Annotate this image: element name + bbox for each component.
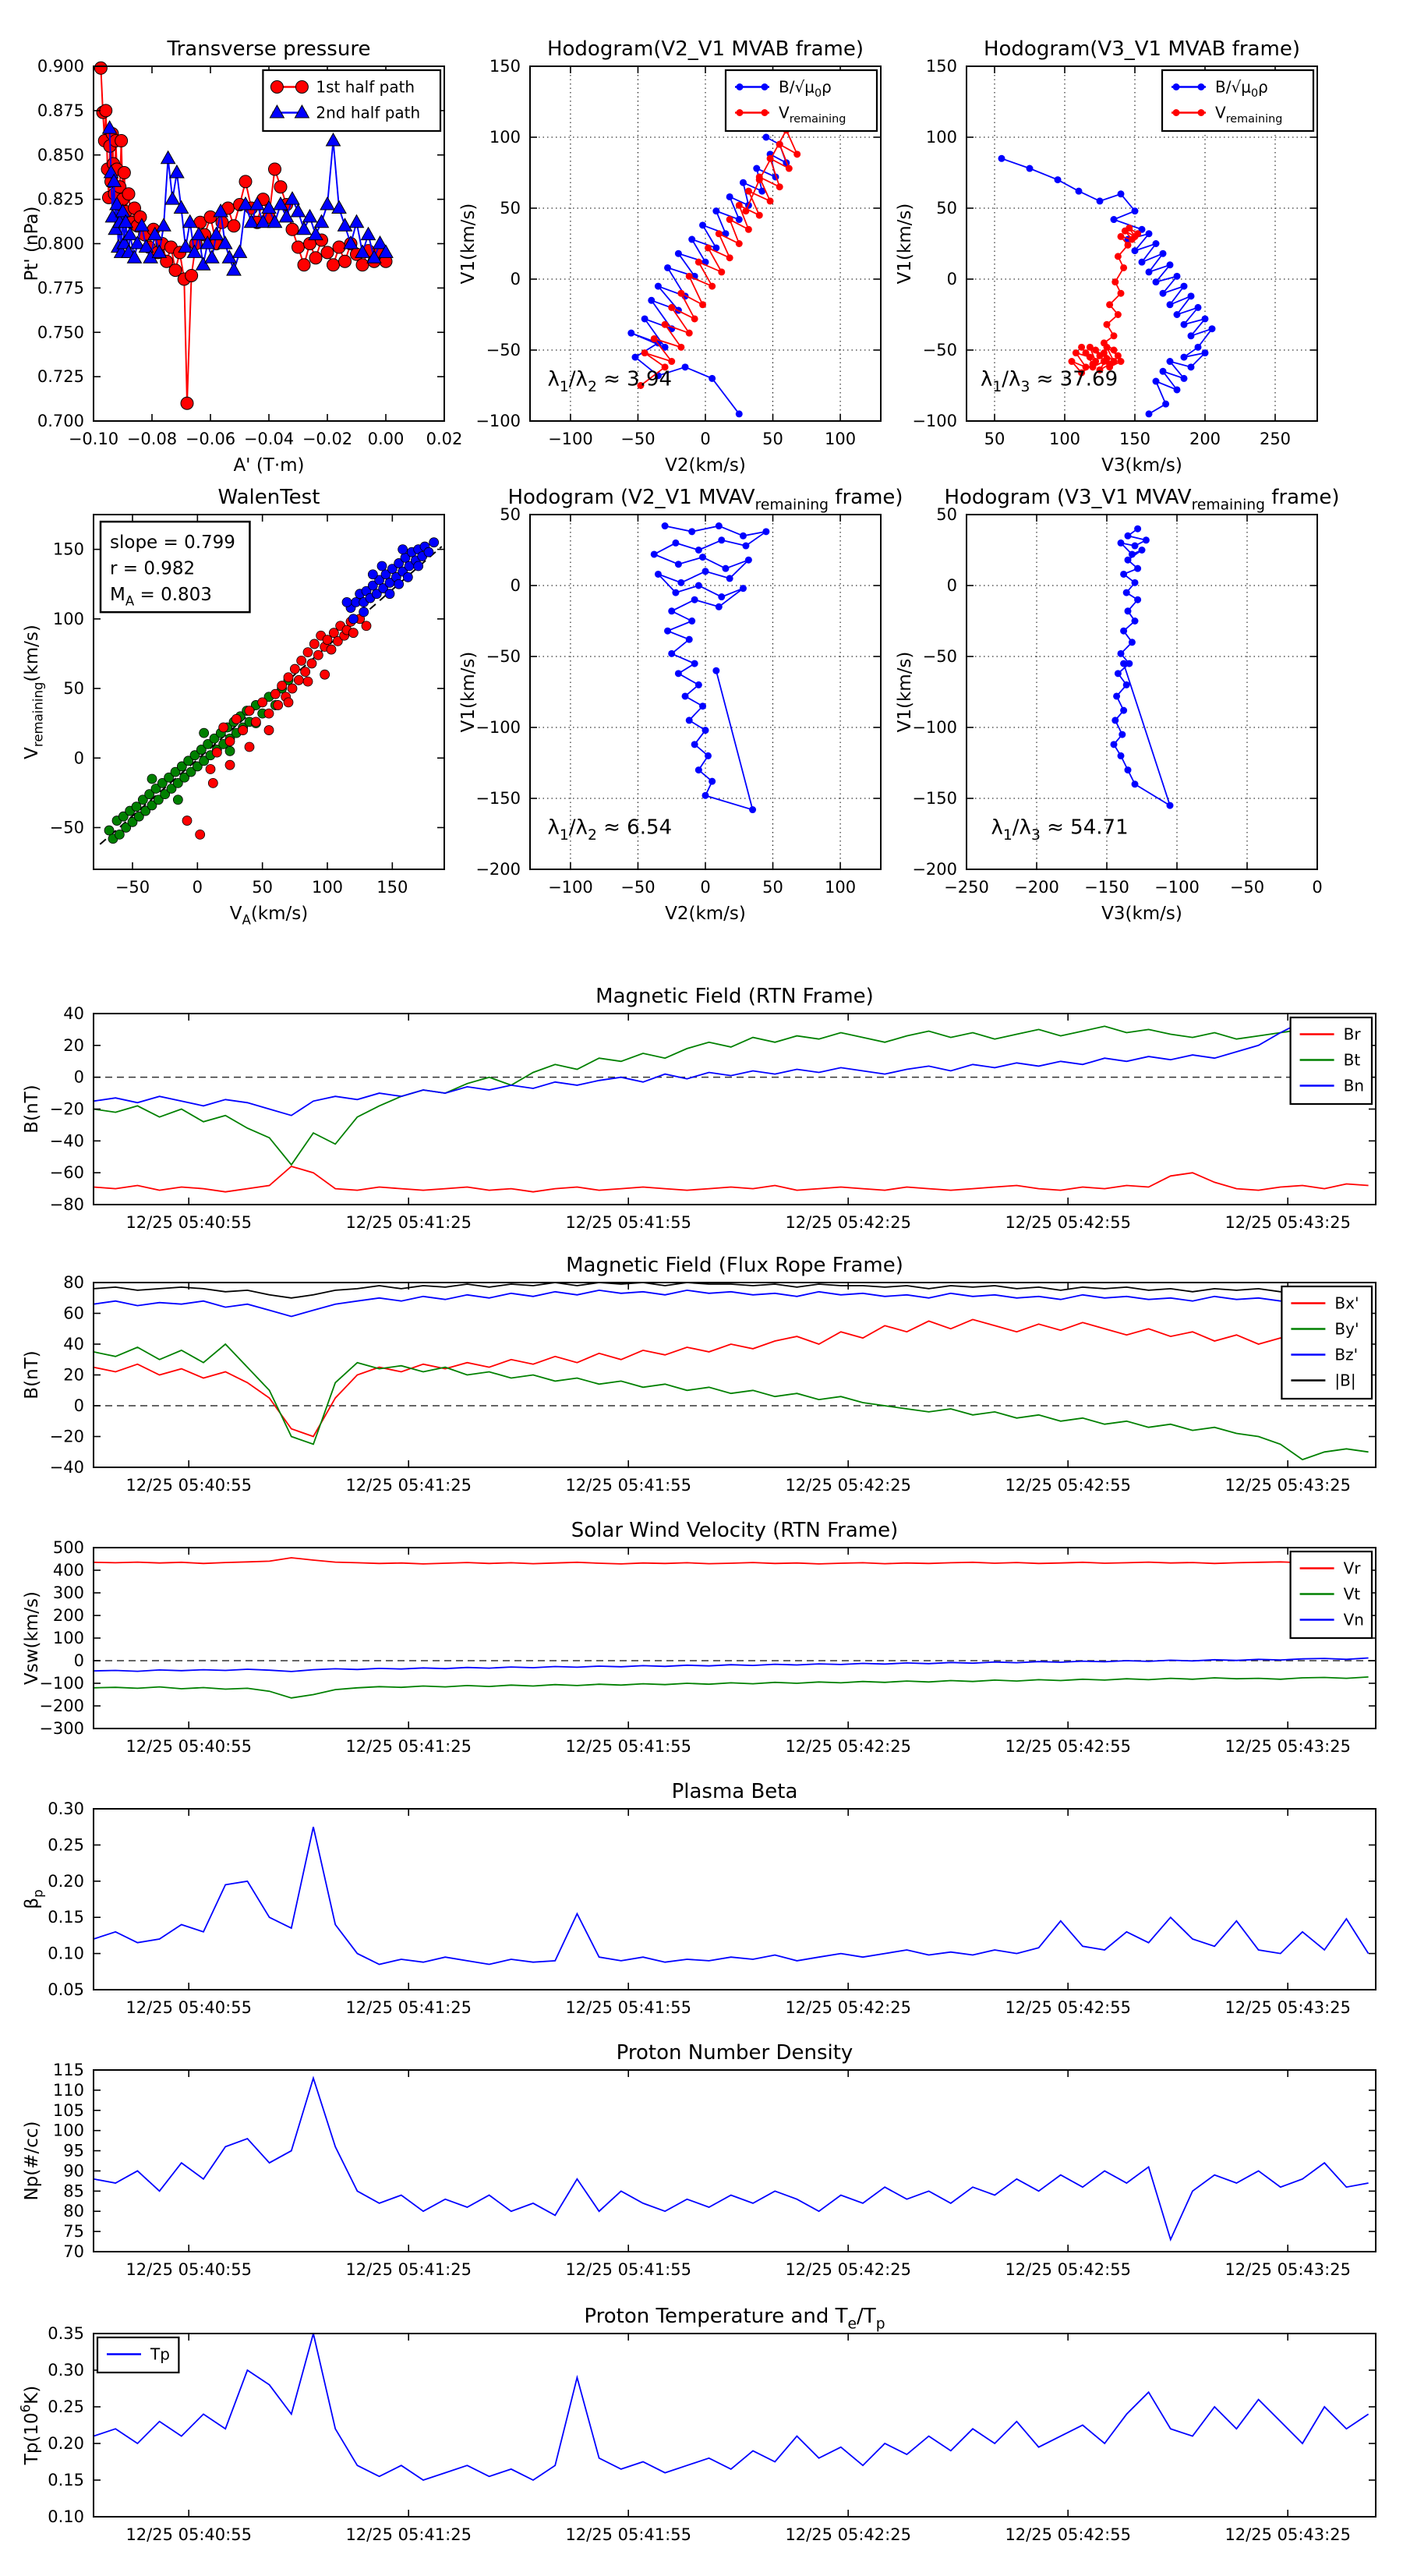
series-b-0- bbox=[651, 522, 770, 813]
x-tick-label: 12/25 05:42:55 bbox=[1005, 1737, 1131, 1756]
legend-label: $B/√\mu_0\rho$ bbox=[1215, 77, 1268, 101]
legend-label: Bx' bbox=[1334, 1293, 1359, 1313]
x-tick-label: −50 bbox=[115, 878, 150, 897]
x-tick-label: 12/25 05:41:25 bbox=[345, 1737, 472, 1756]
legend-label: Tp bbox=[150, 2344, 170, 2364]
x-tick-label: 12/25 05:42:25 bbox=[785, 1737, 911, 1756]
legend-label: |B| bbox=[1334, 1371, 1356, 1390]
x-axis-label: V3(km/s) bbox=[1101, 904, 1182, 924]
series-bz- bbox=[94, 1290, 1369, 1317]
panel-title: Proton Temperature and $T_e/T_p$ bbox=[584, 2305, 885, 2333]
annotation-text: $\lambda_1/\lambda_3 \approx 54.71$ bbox=[991, 816, 1129, 844]
x-tick-label: −100 bbox=[548, 430, 593, 448]
x-tick-label: 100 bbox=[825, 878, 857, 897]
x-tick-label: 0.02 bbox=[426, 430, 463, 448]
stats-line: slope = 0.799 bbox=[110, 533, 235, 554]
x-tick-label: 12/25 05:43:25 bbox=[1225, 2525, 1351, 2544]
y-tick-label: −100 bbox=[912, 718, 957, 737]
y-axis-label: Np(#/cc) bbox=[22, 2121, 42, 2201]
x-tick-label: −100 bbox=[548, 878, 593, 897]
x-tick-label: 12/25 05:40:55 bbox=[125, 1737, 252, 1756]
panel-solar-wind-velocity bbox=[22, 1519, 1376, 1756]
x-tick-label: −0.08 bbox=[126, 430, 178, 448]
series--b- bbox=[94, 1283, 1369, 1298]
panel-hodogram-v3v1-mvav bbox=[895, 486, 1340, 924]
panel-title: Magnetic Field (Flux Rope Frame) bbox=[566, 1254, 903, 1277]
y-tick-label: −200 bbox=[39, 1697, 84, 1715]
annotation-text: $\lambda_1/\lambda_3 \approx 37.69$ bbox=[981, 367, 1119, 395]
y-tick-label: 0 bbox=[946, 270, 957, 288]
x-tick-label: 150 bbox=[1119, 430, 1151, 448]
panel-proton-temperature bbox=[18, 2305, 1376, 2544]
y-tick-label: 100 bbox=[925, 128, 957, 147]
series-last-segment bbox=[342, 538, 439, 624]
panel-title: WalenTest bbox=[217, 486, 320, 509]
y-tick-label: −20 bbox=[49, 1427, 84, 1446]
y-axis-label: Pt' (nPa) bbox=[22, 206, 42, 281]
legend-label: Vn bbox=[1343, 1610, 1364, 1629]
y-axis-label: $Tp(10^6K)$ bbox=[18, 2385, 42, 2465]
x-tick-label: −100 bbox=[1154, 878, 1200, 897]
y-tick-label: 0 bbox=[73, 748, 84, 768]
annotation-text: $\lambda_1/\lambda_2 \approx 3.94$ bbox=[547, 367, 673, 395]
y-tick-label: 0.900 bbox=[37, 57, 84, 76]
y-tick-label: 0.05 bbox=[48, 1980, 84, 1999]
stats-line: r = 0.982 bbox=[110, 558, 196, 579]
y-tick-label: −60 bbox=[49, 1163, 84, 1183]
y-axis-label: V1(km/s) bbox=[458, 203, 479, 285]
series-tp bbox=[94, 2334, 1369, 2480]
panel-title: Plasma Beta bbox=[671, 1780, 798, 1803]
panel-title: Proton Number Density bbox=[616, 2041, 853, 2065]
x-tick-label: 0 bbox=[700, 878, 711, 897]
x-tick-label: 100 bbox=[311, 878, 344, 897]
y-tick-label: −200 bbox=[912, 860, 957, 879]
x-tick-label: −0.06 bbox=[185, 430, 236, 448]
panel-transverse-pressure bbox=[22, 37, 462, 476]
y-tick-label: 20 bbox=[63, 1365, 84, 1385]
y-tick-label: −100 bbox=[475, 718, 521, 737]
stats-line: $M_A = 0.803$ bbox=[110, 584, 212, 609]
x-tick-label: 12/25 05:43:25 bbox=[1225, 1213, 1351, 1232]
y-tick-label: 0.875 bbox=[37, 101, 84, 120]
panel-hodogram-v2v1-mvab bbox=[458, 37, 881, 476]
x-tick-label: 12/25 05:43:25 bbox=[1225, 2260, 1351, 2279]
legend-label: Vr bbox=[1343, 1559, 1361, 1578]
y-tick-label: 300 bbox=[52, 1583, 84, 1602]
x-tick-label: 12/25 05:43:25 bbox=[1225, 1476, 1351, 1495]
y-tick-label: 0.20 bbox=[48, 1871, 84, 1891]
y-tick-label: 110 bbox=[52, 2080, 84, 2100]
x-tick-label: 12/25 05:42:25 bbox=[785, 2525, 911, 2544]
x-tick-label: 12/25 05:42:25 bbox=[785, 2260, 911, 2279]
x-tick-label: 12/25 05:41:55 bbox=[565, 2260, 691, 2279]
y-tick-label: 50 bbox=[936, 199, 957, 218]
panel-title: Hodogram(V3_V1 MVAB frame) bbox=[983, 37, 1301, 61]
y-axis-label: B(nT) bbox=[22, 1085, 42, 1134]
y-tick-label: −50 bbox=[486, 647, 521, 666]
y-tick-label: −100 bbox=[39, 1674, 84, 1693]
x-tick-label: 12/25 05:40:55 bbox=[125, 1998, 252, 2017]
y-tick-label: 115 bbox=[52, 2061, 84, 2079]
x-tick-label: 12/25 05:41:55 bbox=[565, 1213, 691, 1232]
panel-title: Hodogram(V2_V1 MVAB frame) bbox=[546, 37, 864, 61]
x-tick-label: 12/25 05:41:25 bbox=[345, 2260, 472, 2279]
y-tick-label: 0 bbox=[73, 1651, 84, 1670]
y-axis-label: V1(km/s) bbox=[895, 651, 915, 733]
panel-title: Solar Wind Velocity (RTN Frame) bbox=[571, 1519, 899, 1542]
series-vt bbox=[94, 1677, 1369, 1698]
y-tick-label: 150 bbox=[925, 57, 957, 76]
y-tick-label: −20 bbox=[49, 1099, 84, 1119]
x-tick-label: 12/25 05:41:55 bbox=[565, 2525, 691, 2544]
y-tick-label: 0.825 bbox=[37, 189, 84, 209]
x-tick-label: 12/25 05:40:55 bbox=[125, 1476, 252, 1495]
series-beta-p bbox=[94, 1827, 1369, 1964]
legend-label: Bn bbox=[1343, 1076, 1365, 1095]
x-tick-label: 12/25 05:42:55 bbox=[1005, 1213, 1131, 1232]
y-tick-label: 80 bbox=[63, 2202, 84, 2221]
x-tick-label: −150 bbox=[1084, 878, 1129, 897]
y-tick-label: 0.35 bbox=[48, 2324, 84, 2343]
x-tick-label: 12/25 05:43:25 bbox=[1225, 1737, 1351, 1756]
series-bx- bbox=[94, 1319, 1369, 1436]
y-tick-label: 400 bbox=[52, 1561, 84, 1580]
x-tick-label: 12/25 05:40:55 bbox=[125, 2260, 252, 2279]
y-tick-label: 95 bbox=[63, 2141, 84, 2160]
y-tick-label: 0.30 bbox=[48, 2361, 84, 2380]
series-np bbox=[94, 2078, 1369, 2239]
legend-label: 1st half path bbox=[316, 77, 415, 97]
y-tick-label: 500 bbox=[52, 1538, 84, 1557]
x-tick-label: 0 bbox=[1312, 878, 1323, 897]
y-tick-label: 50 bbox=[936, 505, 957, 524]
panel-hodogram-v3v1-mvab bbox=[895, 37, 1317, 476]
x-tick-label: 250 bbox=[1259, 430, 1292, 448]
panel-title: Transverse pressure bbox=[167, 37, 371, 61]
series-v-remaining- bbox=[1069, 225, 1142, 377]
x-tick-label: −200 bbox=[1014, 878, 1059, 897]
y-tick-label: −150 bbox=[912, 789, 957, 808]
series-vn bbox=[94, 1658, 1369, 1672]
series-br bbox=[94, 1166, 1369, 1192]
series-2nd-half-path bbox=[103, 121, 393, 275]
y-tick-label: 0.725 bbox=[37, 367, 84, 387]
y-tick-label: 0 bbox=[510, 270, 521, 288]
x-tick-label: −0.10 bbox=[68, 430, 119, 448]
y-tick-label: 0.10 bbox=[48, 2507, 84, 2526]
legend-label: $V_{remaining}$ bbox=[1215, 103, 1283, 126]
y-tick-label: 0.25 bbox=[48, 2397, 84, 2416]
y-tick-label: 200 bbox=[52, 1606, 84, 1625]
y-tick-label: 80 bbox=[63, 1273, 84, 1292]
legend-label: Vt bbox=[1343, 1584, 1361, 1604]
panel-proton-number-density bbox=[22, 2041, 1376, 2279]
panel-magnetic-field-rtn bbox=[22, 985, 1376, 1232]
y-tick-label: −50 bbox=[922, 647, 957, 666]
y-tick-label: 150 bbox=[489, 57, 521, 76]
y-tick-label: 0.30 bbox=[48, 1799, 84, 1818]
y-tick-label: −50 bbox=[486, 341, 521, 359]
x-axis-label: V2(km/s) bbox=[665, 455, 746, 476]
x-tick-label: 12/25 05:41:25 bbox=[345, 1998, 472, 2017]
y-tick-label: −40 bbox=[49, 1131, 84, 1151]
panel-walen-test bbox=[22, 486, 444, 927]
y-tick-label: −100 bbox=[912, 412, 957, 430]
y-tick-label: 0.700 bbox=[37, 412, 84, 430]
y-tick-label: −80 bbox=[49, 1195, 84, 1214]
y-tick-label: 100 bbox=[489, 128, 521, 147]
y-tick-label: 150 bbox=[52, 540, 84, 559]
x-axis-label: A' (T·m) bbox=[233, 455, 305, 476]
y-tick-label: 0.10 bbox=[48, 1944, 84, 1963]
panel-hodogram-v2v1-mvav bbox=[458, 486, 903, 924]
x-axis-label: $V_A(km/s)$ bbox=[229, 904, 309, 928]
panel-title: Magnetic Field (RTN Frame) bbox=[595, 985, 874, 1008]
y-tick-label: −200 bbox=[475, 860, 521, 879]
x-tick-label: 0 bbox=[700, 430, 711, 448]
y-tick-label: 100 bbox=[52, 2121, 84, 2140]
y-tick-label: 50 bbox=[500, 505, 521, 524]
y-tick-label: 50 bbox=[63, 679, 84, 699]
y-tick-label: 0.15 bbox=[48, 1908, 84, 1927]
x-tick-label: 12/25 05:42:55 bbox=[1005, 2525, 1131, 2544]
y-tick-label: 0 bbox=[510, 576, 521, 595]
y-tick-label: 0 bbox=[946, 576, 957, 595]
y-tick-label: −50 bbox=[922, 341, 957, 359]
annotation-text: $\lambda_1/\lambda_2 \approx 6.54$ bbox=[547, 816, 673, 844]
y-tick-label: 40 bbox=[63, 1004, 84, 1023]
y-tick-label: −50 bbox=[49, 818, 84, 837]
y-tick-label: 0.20 bbox=[48, 2434, 84, 2453]
x-tick-label: −0.04 bbox=[243, 430, 295, 448]
x-tick-label: −50 bbox=[620, 430, 656, 448]
x-tick-label: −0.02 bbox=[302, 430, 353, 448]
legend-label: Br bbox=[1343, 1024, 1361, 1044]
series-mid-segment bbox=[182, 614, 371, 840]
y-tick-label: 20 bbox=[63, 1035, 84, 1055]
x-tick-label: −50 bbox=[1229, 878, 1265, 897]
panel-title: Hodogram (V2_V1 $MVAV_{remaining}$ frame) bbox=[507, 486, 903, 514]
x-tick-label: 12/25 05:42:25 bbox=[785, 1998, 911, 2017]
legend-label: $V_{remaining}$ bbox=[779, 103, 846, 126]
x-tick-label: 12/25 05:42:25 bbox=[785, 1476, 911, 1495]
x-tick-label: 50 bbox=[984, 430, 1005, 448]
y-tick-label: 105 bbox=[52, 2100, 84, 2120]
y-tick-label: −150 bbox=[475, 789, 521, 808]
x-tick-label: −50 bbox=[620, 878, 656, 897]
series-vr bbox=[94, 1558, 1369, 1564]
y-axis-label: $V_{remaining}(km/s)$ bbox=[22, 625, 46, 759]
legend-label: By' bbox=[1334, 1319, 1359, 1339]
legend-label: Bt bbox=[1343, 1050, 1361, 1070]
x-tick-label: 100 bbox=[1048, 430, 1081, 448]
x-tick-label: 12/25 05:42:55 bbox=[1005, 2260, 1131, 2279]
y-tick-label: 90 bbox=[63, 2161, 84, 2181]
y-tick-label: 0.775 bbox=[37, 278, 84, 298]
y-axis-label: B(nT) bbox=[22, 1350, 42, 1399]
panel-plasma-beta bbox=[22, 1780, 1376, 2017]
y-tick-label: 60 bbox=[63, 1304, 84, 1323]
y-axis-label: $\beta_p$ bbox=[22, 1889, 46, 1909]
legend-label: 2nd half path bbox=[316, 103, 421, 122]
y-tick-label: 0 bbox=[73, 1067, 84, 1087]
x-tick-label: 12/25 05:41:25 bbox=[345, 1476, 472, 1495]
y-axis-label: Vsw(km/s) bbox=[22, 1591, 42, 1685]
x-tick-label: 200 bbox=[1189, 430, 1221, 448]
x-tick-label: 12/25 05:41:55 bbox=[565, 1476, 691, 1495]
x-tick-label: 12/25 05:40:55 bbox=[125, 2525, 252, 2544]
y-tick-label: 0.850 bbox=[37, 145, 84, 165]
y-tick-label: 100 bbox=[52, 609, 84, 628]
y-tick-label: 0.750 bbox=[37, 323, 84, 342]
x-tick-label: 12/25 05:40:55 bbox=[125, 1213, 252, 1232]
y-axis-label: V1(km/s) bbox=[895, 203, 915, 285]
legend-label: Bz' bbox=[1334, 1345, 1359, 1364]
y-tick-label: 0.15 bbox=[48, 2471, 84, 2489]
y-tick-label: 50 bbox=[500, 199, 521, 218]
y-tick-label: 75 bbox=[63, 2222, 84, 2242]
legend-label: $B/√\mu_0\rho$ bbox=[779, 77, 832, 101]
x-tick-label: 12/25 05:41:25 bbox=[345, 1213, 472, 1232]
x-tick-label: 100 bbox=[825, 430, 857, 448]
x-tick-label: 12/25 05:42:55 bbox=[1005, 1998, 1131, 2017]
x-tick-label: 50 bbox=[762, 430, 783, 448]
x-tick-label: 0 bbox=[192, 878, 203, 897]
x-axis-label: V2(km/s) bbox=[665, 904, 746, 924]
y-tick-label: 0.25 bbox=[48, 1835, 84, 1855]
y-tick-label: 0 bbox=[73, 1396, 84, 1415]
x-tick-label: 50 bbox=[252, 878, 274, 897]
x-tick-label: 12/25 05:43:25 bbox=[1225, 1998, 1351, 2017]
x-tick-label: 12/25 05:41:55 bbox=[565, 1737, 691, 1756]
y-tick-label: −100 bbox=[475, 412, 521, 430]
panel-magnetic-field-flux-rope bbox=[22, 1254, 1376, 1495]
x-tick-label: 12/25 05:41:25 bbox=[345, 2525, 472, 2544]
y-tick-label: 85 bbox=[63, 2181, 84, 2201]
x-tick-label: 12/25 05:41:55 bbox=[565, 1998, 691, 2017]
y-tick-label: 0.800 bbox=[37, 234, 84, 253]
panel-title: Hodogram (V3_V1 $MVAV_{remaining}$ frame) bbox=[944, 486, 1340, 514]
x-tick-label: 150 bbox=[376, 878, 408, 897]
y-tick-label: −300 bbox=[39, 1719, 84, 1738]
y-tick-label: 70 bbox=[63, 2242, 84, 2261]
x-tick-label: 50 bbox=[762, 878, 783, 897]
y-tick-label: −40 bbox=[49, 1458, 84, 1477]
y-axis-label: V1(km/s) bbox=[458, 651, 479, 733]
y-tick-label: 40 bbox=[63, 1335, 84, 1353]
x-tick-label: 12/25 05:42:55 bbox=[1005, 1476, 1131, 1495]
series-by- bbox=[94, 1344, 1369, 1460]
x-tick-label: 12/25 05:42:25 bbox=[785, 1213, 911, 1232]
x-tick-label: −250 bbox=[944, 878, 989, 897]
y-tick-label: 100 bbox=[52, 1629, 84, 1647]
x-axis-label: V3(km/s) bbox=[1101, 455, 1182, 476]
x-tick-label: 0.00 bbox=[367, 430, 405, 448]
series-bt bbox=[94, 1026, 1369, 1165]
series-b-0- bbox=[1111, 525, 1174, 809]
